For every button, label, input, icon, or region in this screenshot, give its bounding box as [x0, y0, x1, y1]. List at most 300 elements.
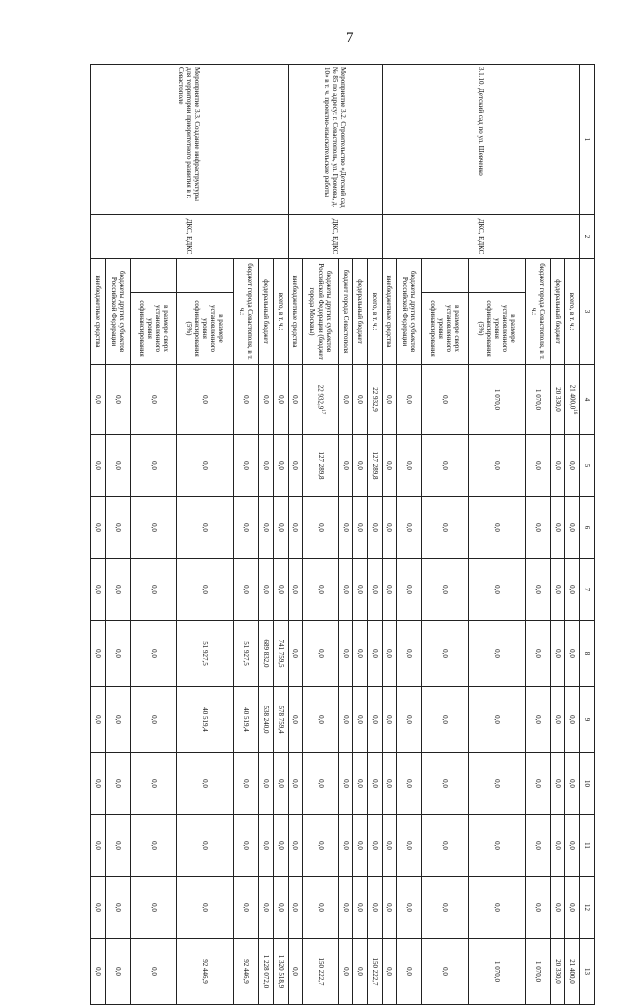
value-text: 0,0: [93, 585, 102, 594]
value-text: 20 330,0: [553, 959, 562, 984]
value-cell: [525, 687, 550, 753]
value-text: 741 759,5: [276, 639, 285, 668]
value-text: 0,0: [93, 461, 102, 470]
value-text: 0,0: [533, 779, 542, 788]
value-cell: [288, 815, 303, 877]
source-label: бюджет города Севастополя: [338, 259, 353, 365]
value-cell: [382, 815, 397, 877]
value-text: 0,0: [553, 903, 562, 912]
value-cell: [565, 559, 580, 621]
value-text: 0,0: [201, 779, 210, 788]
value-cell: [565, 753, 580, 815]
value-cell: [105, 497, 130, 559]
value-cell: [259, 435, 274, 497]
value-text: 0,0: [262, 395, 271, 404]
value-cell: [525, 497, 550, 559]
value-text: 0,0: [356, 585, 365, 594]
value-cell: [130, 365, 176, 435]
value-cell: [422, 877, 468, 939]
value-cell: [468, 687, 525, 753]
value-text: 0,0: [356, 779, 365, 788]
value-cell: [550, 365, 565, 435]
value-text: 0,0: [341, 395, 350, 404]
value-text: 0,0: [276, 841, 285, 850]
value-cell: [259, 877, 274, 939]
value-text: 0,0: [492, 649, 501, 658]
value-cell: [353, 939, 368, 1005]
value-cell: [468, 559, 525, 621]
value-text: 0,0: [262, 585, 271, 594]
header-cell: 7: [580, 559, 595, 621]
value-cell: [338, 621, 353, 687]
value-text: 0,0: [356, 715, 365, 724]
value-text: 0,0: [441, 903, 450, 912]
value-cell: [234, 435, 259, 497]
value-cell: [338, 753, 353, 815]
source-label: федеральный бюджет: [353, 259, 368, 365]
value-text: 21 400,0: [568, 384, 577, 410]
value-cell: [105, 753, 130, 815]
value-cell: [303, 939, 339, 1005]
value-cell: [422, 753, 468, 815]
value-cell: [468, 815, 525, 877]
value-text: 0,0: [568, 841, 577, 850]
value-text: 0,0: [291, 967, 300, 976]
value-cell: [105, 939, 130, 1005]
value-text: 0,0: [113, 903, 122, 912]
value-cell: [303, 365, 339, 435]
value-cell: [91, 365, 106, 435]
value-text: 0,0: [149, 841, 158, 850]
value-cell: [105, 815, 130, 877]
value-cell: [550, 815, 565, 877]
header-cell: 6: [580, 497, 595, 559]
value-cell: [382, 435, 397, 497]
value-cell: [338, 559, 353, 621]
value-cell: [368, 815, 383, 877]
value-text: 0,0: [262, 841, 271, 850]
header-cell: 13: [580, 939, 595, 1005]
value-text: 92 446,9: [201, 959, 210, 984]
value-cell: [397, 687, 422, 753]
value-cell: [130, 753, 176, 815]
value-cell: [303, 497, 339, 559]
value-text: 0,0: [533, 461, 542, 470]
value-text: 0,0: [356, 523, 365, 532]
value-cell: [91, 939, 106, 1005]
value-cell: [288, 497, 303, 559]
value-text: 0,0: [113, 395, 122, 404]
value-cell: [259, 687, 274, 753]
value-cell: [353, 687, 368, 753]
value-cell: [382, 877, 397, 939]
value-text: 0,0: [276, 461, 285, 470]
value-cell: [91, 877, 106, 939]
financing-table: [90, 64, 595, 1005]
value-text: 0,0: [201, 841, 210, 850]
value-text: 0,0: [201, 585, 210, 594]
value-cell: [525, 365, 550, 435]
value-text: 0,0: [553, 585, 562, 594]
value-text: 0,0: [492, 841, 501, 850]
value-text: 0,0: [568, 779, 577, 788]
value-text: 0,0: [405, 395, 414, 404]
value-text: 0,0: [385, 461, 394, 470]
value-cell: [422, 497, 468, 559]
value-cell: [288, 687, 303, 753]
value-cell: [368, 621, 383, 687]
value-text: 0,0: [149, 585, 158, 594]
value-cell: [525, 559, 550, 621]
source-label: бюджеты других субъектов Российской Федерации (бюджет города Москвы): [303, 259, 339, 365]
value-cell: [303, 621, 339, 687]
value-text: 0,0: [405, 461, 414, 470]
value-text: 0,0: [201, 523, 210, 532]
value-text: 0,0: [492, 585, 501, 594]
source-label: всего, в т. ч.:: [274, 259, 289, 365]
value-cell: [353, 815, 368, 877]
value-cell: [550, 687, 565, 753]
value-text: 1 070,0: [492, 961, 501, 982]
value-cell: [177, 621, 234, 687]
value-text: 0,0: [492, 523, 501, 532]
value-text: 150 222,7: [370, 957, 379, 986]
indent-cell: [468, 259, 525, 293]
value-text: 0,0: [441, 523, 450, 532]
value-text: 0,0: [291, 779, 300, 788]
value-text: 0,0: [149, 903, 158, 912]
value-cell: [177, 753, 234, 815]
value-text: 0,0: [93, 841, 102, 850]
value-text: 0,0: [370, 903, 379, 912]
value-text: 0,0: [291, 523, 300, 532]
value-text: 0,0: [242, 779, 251, 788]
indent-cell: [422, 259, 468, 293]
value-text: 0,0: [93, 779, 102, 788]
value-text: 0,0: [341, 461, 350, 470]
executor-cell: ДКС, ЕДКС: [382, 215, 580, 259]
value-text: 0,0: [113, 779, 122, 788]
value-cell: [550, 497, 565, 559]
value-text: 689 832,0: [262, 639, 271, 668]
value-cell: [288, 365, 303, 435]
value-text: 0,0: [262, 523, 271, 532]
value-cell: [130, 435, 176, 497]
value-text: 0,0: [341, 649, 350, 658]
value-cell: [397, 877, 422, 939]
value-text: 0,0: [405, 903, 414, 912]
value-cell: [91, 815, 106, 877]
value-text: 0,0: [533, 585, 542, 594]
value-text: 0,0: [93, 523, 102, 532]
header-cell: 9: [580, 687, 595, 753]
value-cell: [422, 939, 468, 1005]
value-text: 1 320 518,9: [276, 954, 285, 989]
value-text: 0,0: [291, 903, 300, 912]
value-cell: [338, 687, 353, 753]
value-text: 0,0: [149, 461, 158, 470]
value-text: 0,0: [356, 841, 365, 850]
value-cell: [422, 365, 468, 435]
value-cell: [422, 559, 468, 621]
source-label: в размере сверх установленного уровня софинансирования: [130, 293, 176, 365]
value-cell: [468, 877, 525, 939]
value-cell: [468, 435, 525, 497]
value-text: 0,0: [341, 967, 350, 976]
value-cell: [303, 559, 339, 621]
value-cell: [259, 497, 274, 559]
value-cell: [177, 497, 234, 559]
measure-name: 3.1.10. Детский сад по ул. Шевченко: [382, 65, 580, 215]
value-cell: [91, 497, 106, 559]
value-text: 0,0: [341, 841, 350, 850]
value-text: 0,0: [201, 903, 210, 912]
header-cell: 10: [580, 753, 595, 815]
value-text: 0,0: [113, 585, 122, 594]
source-label: в размере сверх установленного уровня софинансирования: [422, 293, 468, 365]
value-cell: [234, 877, 259, 939]
value-text: 0,0: [492, 715, 501, 724]
value-cell: [288, 621, 303, 687]
value-text: 0,0: [553, 715, 562, 724]
value-cell: [130, 497, 176, 559]
value-text: 0,0: [356, 967, 365, 976]
value-cell: [397, 753, 422, 815]
value-cell: [550, 753, 565, 815]
value-text: 0,0: [242, 523, 251, 532]
value-cell: [550, 621, 565, 687]
value-cell: [130, 621, 176, 687]
value-text: 0,0: [568, 461, 577, 470]
value-text: 0,0: [405, 585, 414, 594]
value-text: 0,0: [316, 779, 325, 788]
value-cell: [368, 939, 383, 1005]
source-label: бюджеты других субъектов Российской Федерации: [105, 259, 130, 365]
value-text: 51 927,5: [201, 641, 210, 666]
value-text: 0,0: [568, 585, 577, 594]
value-text: 0,0: [553, 649, 562, 658]
value-text: 0,0: [568, 523, 577, 532]
value-cell: [353, 365, 368, 435]
value-cell: [91, 687, 106, 753]
source-label: бюджет города Севастополя, в т. ч.:: [234, 259, 259, 365]
page-number: 7: [346, 30, 354, 46]
value-text: 0,0: [356, 395, 365, 404]
value-text: 0,0: [242, 585, 251, 594]
value-cell: [397, 815, 422, 877]
value-text: 0,0: [242, 461, 251, 470]
value-cell: [338, 435, 353, 497]
value-text: 0,0: [568, 649, 577, 658]
measure-name: Мероприятие 3.3. Создание инфраструктуры для территории приоритетного развития в г. Севастополе: [91, 65, 289, 215]
value-text: 0,0: [276, 395, 285, 404]
value-cell: [382, 559, 397, 621]
value-text: 0,0: [113, 523, 122, 532]
value-text: 0,0: [93, 903, 102, 912]
value-text: 0,0: [341, 715, 350, 724]
value-text: 0,0: [441, 461, 450, 470]
value-cell: [234, 497, 259, 559]
header-cell: 11: [580, 815, 595, 877]
value-text: 51 927,5: [242, 641, 251, 666]
value-text: 0,0: [568, 903, 577, 912]
value-text: 0,0: [405, 523, 414, 532]
value-cell: [565, 365, 580, 435]
value-cell: [105, 877, 130, 939]
value-text: 0,0: [113, 649, 122, 658]
value-cell: [422, 621, 468, 687]
executor-cell: ДКС, ЕДКС: [288, 215, 382, 259]
value-cell: [338, 815, 353, 877]
table-row: [274, 65, 289, 1005]
value-text: 0,0: [492, 779, 501, 788]
value-text: 0,0: [385, 715, 394, 724]
value-cell: [303, 687, 339, 753]
header-cell: 4: [580, 365, 595, 435]
value-text: 0,0: [291, 841, 300, 850]
value-text: 0,0: [149, 779, 158, 788]
value-text: 0,0: [356, 649, 365, 658]
value-text: 0,0: [441, 395, 450, 404]
value-cell: [259, 939, 274, 1005]
value-cell: [234, 939, 259, 1005]
value-text: 1 070,0: [533, 389, 542, 410]
value-cell: [105, 621, 130, 687]
value-text: 0,0: [533, 903, 542, 912]
value-text: 0,0: [316, 715, 325, 724]
value-cell: [382, 497, 397, 559]
value-text: 0,0: [291, 395, 300, 404]
value-cell: [338, 497, 353, 559]
value-cell: [353, 621, 368, 687]
value-text: 0,0: [441, 841, 450, 850]
value-text: 0,0: [93, 967, 102, 976]
value-cell: [382, 621, 397, 687]
value-cell: [274, 621, 289, 687]
value-text: 0,0: [291, 649, 300, 658]
value-cell: [288, 939, 303, 1005]
value-cell: [177, 365, 234, 435]
value-cell: [565, 939, 580, 1005]
indent-cell: [130, 259, 176, 293]
value-text: 0,0: [291, 461, 300, 470]
source-label: бюджеты других субъектов Российской Федерации: [397, 259, 422, 365]
source-label: внебюджетные средства: [91, 259, 106, 365]
value-text: 0,0: [492, 903, 501, 912]
value-cell: [234, 559, 259, 621]
table-row: [565, 65, 580, 1005]
value-text: 0,0: [441, 967, 450, 976]
value-text: 0,0: [113, 461, 122, 470]
value-cell: [288, 435, 303, 497]
value-text: 0,0: [93, 395, 102, 404]
value-text: 0,0: [291, 585, 300, 594]
value-cell: [368, 753, 383, 815]
value-text: 0,0: [276, 903, 285, 912]
value-cell: [353, 877, 368, 939]
value-cell: [338, 877, 353, 939]
value-cell: [259, 365, 274, 435]
value-cell: [288, 877, 303, 939]
value-text: 0,0: [113, 841, 122, 850]
value-text: 0,0: [262, 903, 271, 912]
source-label: внебюджетные средства: [288, 259, 303, 365]
value-text: 0,0: [276, 523, 285, 532]
executor-cell: ДКС, ЕДКС: [91, 215, 289, 259]
indent-cell: [177, 259, 234, 293]
value-cell: [177, 939, 234, 1005]
value-text: 0,0: [356, 461, 365, 470]
value-text: 20 330,0: [553, 387, 562, 412]
value-text: 0,0: [149, 649, 158, 658]
value-text: 0,0: [149, 967, 158, 976]
value-cell: [468, 497, 525, 559]
value-cell: [303, 877, 339, 939]
value-text: 0,0: [341, 523, 350, 532]
value-text: 0,0: [149, 395, 158, 404]
value-text: 0,0: [316, 523, 325, 532]
value-cell: [259, 559, 274, 621]
value-cell: [368, 687, 383, 753]
value-cell: [353, 559, 368, 621]
value-cell: [397, 497, 422, 559]
value-cell: [382, 939, 397, 1005]
value-cell: [105, 435, 130, 497]
value-text: 0,0: [405, 715, 414, 724]
value-text: 1 070,0: [492, 389, 501, 410]
value-text: 0,0: [316, 585, 325, 594]
value-text: 0,0: [370, 779, 379, 788]
value-text: 1 228 072,0: [262, 954, 271, 989]
value-text: 0,0: [276, 585, 285, 594]
value-text: 0,0: [149, 523, 158, 532]
value-cell: [368, 365, 383, 435]
value-cell: [130, 559, 176, 621]
value-text: 0,0: [370, 841, 379, 850]
value-text: 0,0: [113, 715, 122, 724]
value-text: 0,0: [370, 715, 379, 724]
source-label: в размере установленного уровня софинансирования (5%): [468, 293, 525, 365]
value-text: 0,0: [441, 715, 450, 724]
value-text: 0,0: [385, 523, 394, 532]
value-text: 0,0: [441, 649, 450, 658]
value-cell: [353, 435, 368, 497]
value-cell: [468, 365, 525, 435]
value-text: 0,0: [262, 779, 271, 788]
value-text: 127 289,8: [370, 451, 379, 480]
value-text: 0,0: [316, 841, 325, 850]
value-cell: [105, 687, 130, 753]
value-cell: [234, 815, 259, 877]
value-cell: [303, 815, 339, 877]
value-cell: [397, 939, 422, 1005]
value-cell: [177, 687, 234, 753]
value-text: 0,0: [93, 715, 102, 724]
value-cell: [397, 365, 422, 435]
value-text: 92 446,9: [242, 959, 251, 984]
value-text: 0,0: [405, 779, 414, 788]
value-cell: [468, 939, 525, 1005]
value-cell: [105, 365, 130, 435]
footnote-marker: 17: [319, 409, 325, 415]
value-cell: [303, 435, 339, 497]
value-cell: [368, 877, 383, 939]
value-text: 0,0: [276, 779, 285, 788]
value-text: 0,0: [316, 649, 325, 658]
value-cell: [91, 435, 106, 497]
value-cell: [422, 435, 468, 497]
value-text: 150 222,7: [316, 957, 325, 986]
